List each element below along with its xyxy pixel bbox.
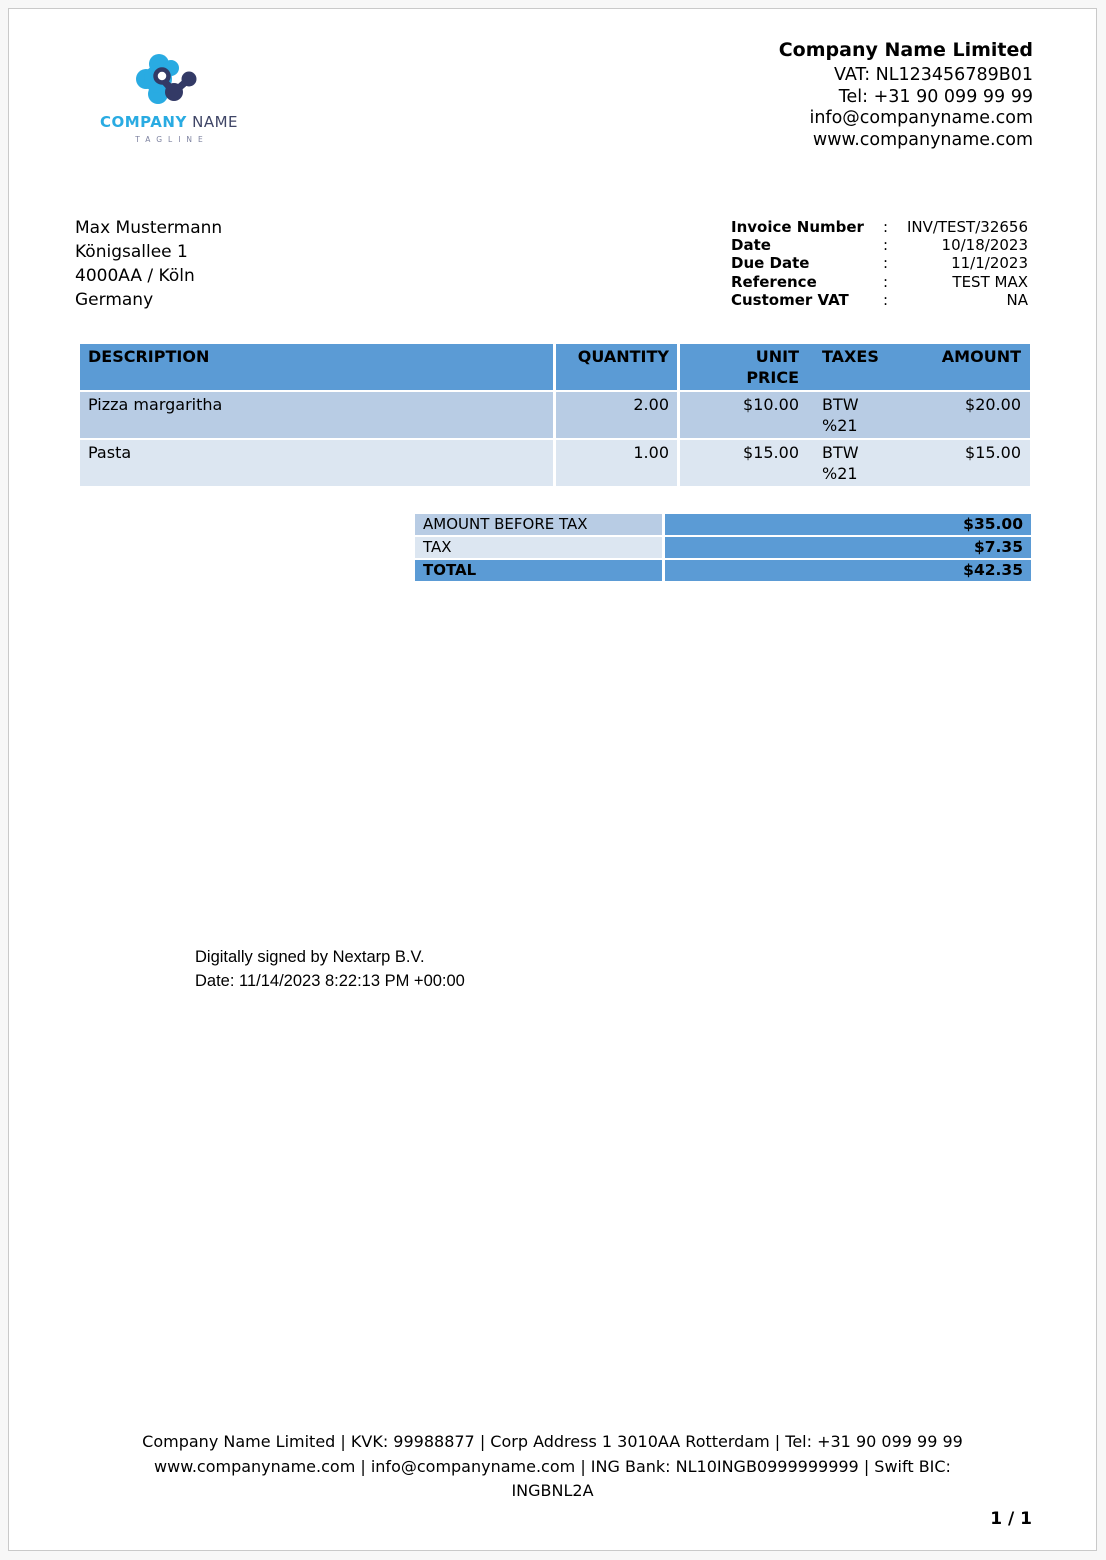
logo-tagline: TAGLINE	[135, 135, 209, 144]
footer-company-details	[9, 1430, 1096, 1504]
item-description: Pizza margaritha	[80, 392, 556, 438]
item-unit-price: $15.00	[680, 440, 808, 486]
footer-line: Company Name Limited | KVK: 99988877 | Corp Address 1 3010AA Rotterdam | Tel: +31 90 099 99 99	[142, 1432, 963, 1451]
totals-table	[415, 514, 1031, 583]
table-row	[80, 440, 1030, 486]
logo-molecule-icon	[136, 53, 202, 109]
customer-address-block	[75, 216, 222, 312]
footer-line: INGBNL2A	[511, 1481, 594, 1500]
table-row	[80, 392, 1030, 438]
meta-label: Invoice Number	[731, 218, 864, 236]
header-amount: AMOUNT	[902, 344, 1030, 390]
meta-value: 10/18/2023	[941, 236, 1028, 255]
item-taxes	[808, 440, 902, 486]
meta-colon: :	[883, 236, 889, 255]
digital-signature-block	[195, 945, 465, 993]
totals-row-tax	[415, 537, 1031, 558]
totals-row-total	[415, 560, 1031, 581]
header-description: DESCRIPTION	[80, 344, 556, 390]
header-unit-price-label: UNIT PRICE	[746, 347, 799, 387]
logo-icon	[84, 53, 254, 111]
item-quantity: 2.00	[556, 392, 680, 438]
company-email: info@companyname.com	[809, 108, 1033, 128]
company-name-title: Company Name Limited	[778, 39, 1033, 61]
item-amount: $15.00	[902, 440, 1030, 486]
meta-colon: :	[883, 272, 889, 291]
meta-label: Customer VAT	[731, 290, 849, 309]
totals-value: $42.35	[665, 560, 1031, 581]
signature-date-line: Date: 11/14/2023 8:22:13 PM +00:00	[195, 972, 465, 990]
item-taxes-label: BTW %21	[822, 395, 859, 435]
totals-label: TOTAL	[415, 560, 665, 581]
meta-row-reference	[731, 273, 1028, 291]
totals-row-amount-before-tax	[415, 514, 1031, 535]
meta-value: 11/1/2023	[951, 254, 1028, 273]
totals-label: AMOUNT BEFORE TAX	[415, 514, 665, 535]
company-logo	[84, 53, 254, 144]
item-amount: $20.00	[902, 392, 1030, 438]
customer-name: Max Mustermann	[75, 218, 223, 238]
meta-label: Due Date	[731, 254, 810, 273]
items-table	[80, 344, 1030, 488]
header-unit-price	[680, 344, 808, 390]
meta-row-customer-vat	[731, 291, 1028, 309]
customer-street: Königsallee 1	[75, 242, 188, 262]
company-tel: Tel: +31 90 099 99 99	[838, 86, 1033, 107]
customer-city: 4000AA / Köln	[75, 266, 195, 286]
meta-label: Reference	[731, 272, 817, 291]
company-vat: VAT: NL123456789B01	[833, 65, 1033, 85]
meta-row-date	[731, 236, 1028, 254]
meta-colon: :	[883, 218, 889, 236]
meta-row-invoice-number	[731, 218, 1028, 236]
meta-value: NA	[1006, 290, 1028, 309]
totals-label: TAX	[415, 537, 665, 558]
item-taxes-label: BTW %21	[822, 443, 859, 483]
signature-line: Digitally signed by Nextarp B.V.	[195, 948, 425, 966]
meta-row-due-date	[731, 254, 1028, 272]
logo-company-name	[84, 113, 254, 131]
items-table-header	[80, 344, 1030, 390]
item-quantity: 1.00	[556, 440, 680, 486]
logo-name-primary: COMPANY	[99, 113, 187, 131]
meta-colon: :	[883, 254, 889, 273]
logo-name-secondary: NAME	[192, 113, 238, 131]
company-info-block	[779, 39, 1033, 151]
item-taxes	[808, 392, 902, 438]
header-quantity: QUANTITY	[556, 344, 680, 390]
invoice-page	[8, 8, 1097, 1551]
item-description: Pasta	[80, 440, 556, 486]
header-taxes: TAXES	[808, 344, 902, 390]
invoice-meta-block	[731, 218, 1028, 309]
company-website: www.companyname.com	[812, 129, 1033, 150]
meta-value: TEST MAX	[952, 272, 1028, 291]
page-number: 1 / 1	[990, 1509, 1032, 1529]
totals-value: $35.00	[665, 514, 1031, 535]
customer-country: Germany	[75, 290, 154, 310]
meta-colon: :	[883, 290, 889, 309]
item-unit-price: $10.00	[680, 392, 808, 438]
footer-line: www.companyname.com | info@companyname.com | ING Bank: NL10INGB0999999999 | Swift BIC:	[154, 1456, 951, 1476]
meta-value: INV/TEST/32656	[906, 218, 1028, 236]
meta-label: Date	[731, 236, 771, 255]
totals-value: $7.35	[665, 537, 1031, 558]
